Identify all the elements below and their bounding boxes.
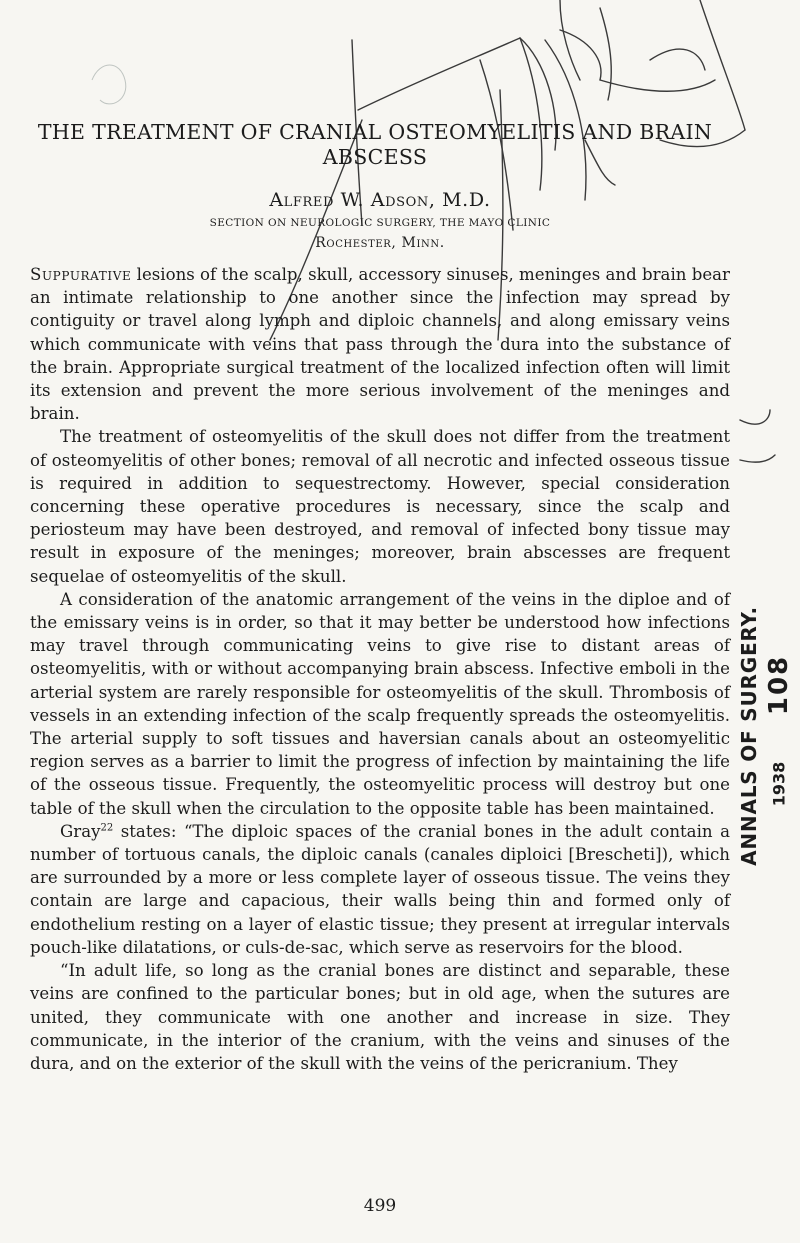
paragraph: Suppurative lesions of the scalp, skull, accessory sinuses, meninges and brain bear an intimate relationship to one another since the infection may spread by contiguity or travel along lymph and diploic channels, and along emissary veins which communicate with veins that pass through the dura into the substance of the brain. Appropriate surgical treatment of the localized infection often will limit its extension and prevent the more serious involvement of the meninges and brain. — [30, 265, 730, 424]
margin-journal-name: ANNALS OF SURGERY. — [737, 606, 761, 866]
article-title: THE TREATMENT OF CRANIAL OSTEOMYELITIS AND BRAIN ABSCESS — [37, 120, 713, 169]
margin-year: 1938 — [769, 761, 789, 807]
margin-volume-number: 108 — [764, 654, 794, 716]
paragraph: Gray$^{22}$ states: “The diploic spaces of the cranial bones in the adult contain a number of tortuous canals, the diploic canals (canales diploici [Brescheti]), which are surrounded by a more or less complete layer of osseous tissue. The veins they contain are large and capacious, their walls being thin and formed only of endothelium resting on a layer of elastic tissue; they present at irregular intervals pouch-like dilatations, or culs-de-sac, which serve as reservoirs for the blood. — [30, 821, 730, 957]
reference-marker: 22 — [100, 822, 114, 834]
page-number: 499 — [363, 1196, 397, 1216]
paragraph: A consideration of the anatomic arrangement of the veins in the diploe and of the emissary veins is in order, so that it may better be understood how infections may travel through communicating veins to give rise to distant areas of osteomyelitis, with or without accompanying brain abscess. Infective emboli in the arterial system are rarely responsible for osteomyelitis of the skull. Thrombosis of vessels in an extending infection of the scalp frequently spreads the osteomyelitis. The arterial supply to soft tissues and haversian canals about an osteomyelitic region serves as a barrier to limit the progress of infection by maintaining the life of the osseous tissue. Frequently, the osteomyelitic process will destroy but one table of the skull when the circulation to the opposite table has been maintained. — [30, 589, 730, 818]
author-byline: Alfred W. Adson, M.D. — [269, 189, 491, 211]
paragraph: The treatment of osteomyelitis of the skull does not differ from the treatment of osteomyelitis of other bones; removal of all necrotic and infected osseous tissue is required in addition to sequestrectomy. However, special consideration concerning these operative procedures is necessary, since the scalp and periosteum may have been destroyed, and removal of infected bony tissue may result in exposure of the meninges; moreover, brain abscesses are frequent sequelae of osteomyelitis of the skull. — [30, 427, 730, 586]
author-location: Rochester, Minn. — [315, 235, 445, 251]
author-affiliation: SECTION ON NEUROLOGIC SURGERY, THE MAYO CLINIC — [209, 217, 551, 229]
article-body — [30, 263, 730, 1075]
paragraph: “In adult life, so long as the cranial bones are distinct and separable, these veins are confined to the particular bones; but in old age, when the sutures are united, they communicate with one another and increase in size. They communicate, in the interior of the cranium, with the veins and sinuses of the dura, and on the exterior of the skull with the veins of the pericranium. They — [30, 961, 730, 1073]
lead-in: Suppurative — [30, 265, 132, 284]
